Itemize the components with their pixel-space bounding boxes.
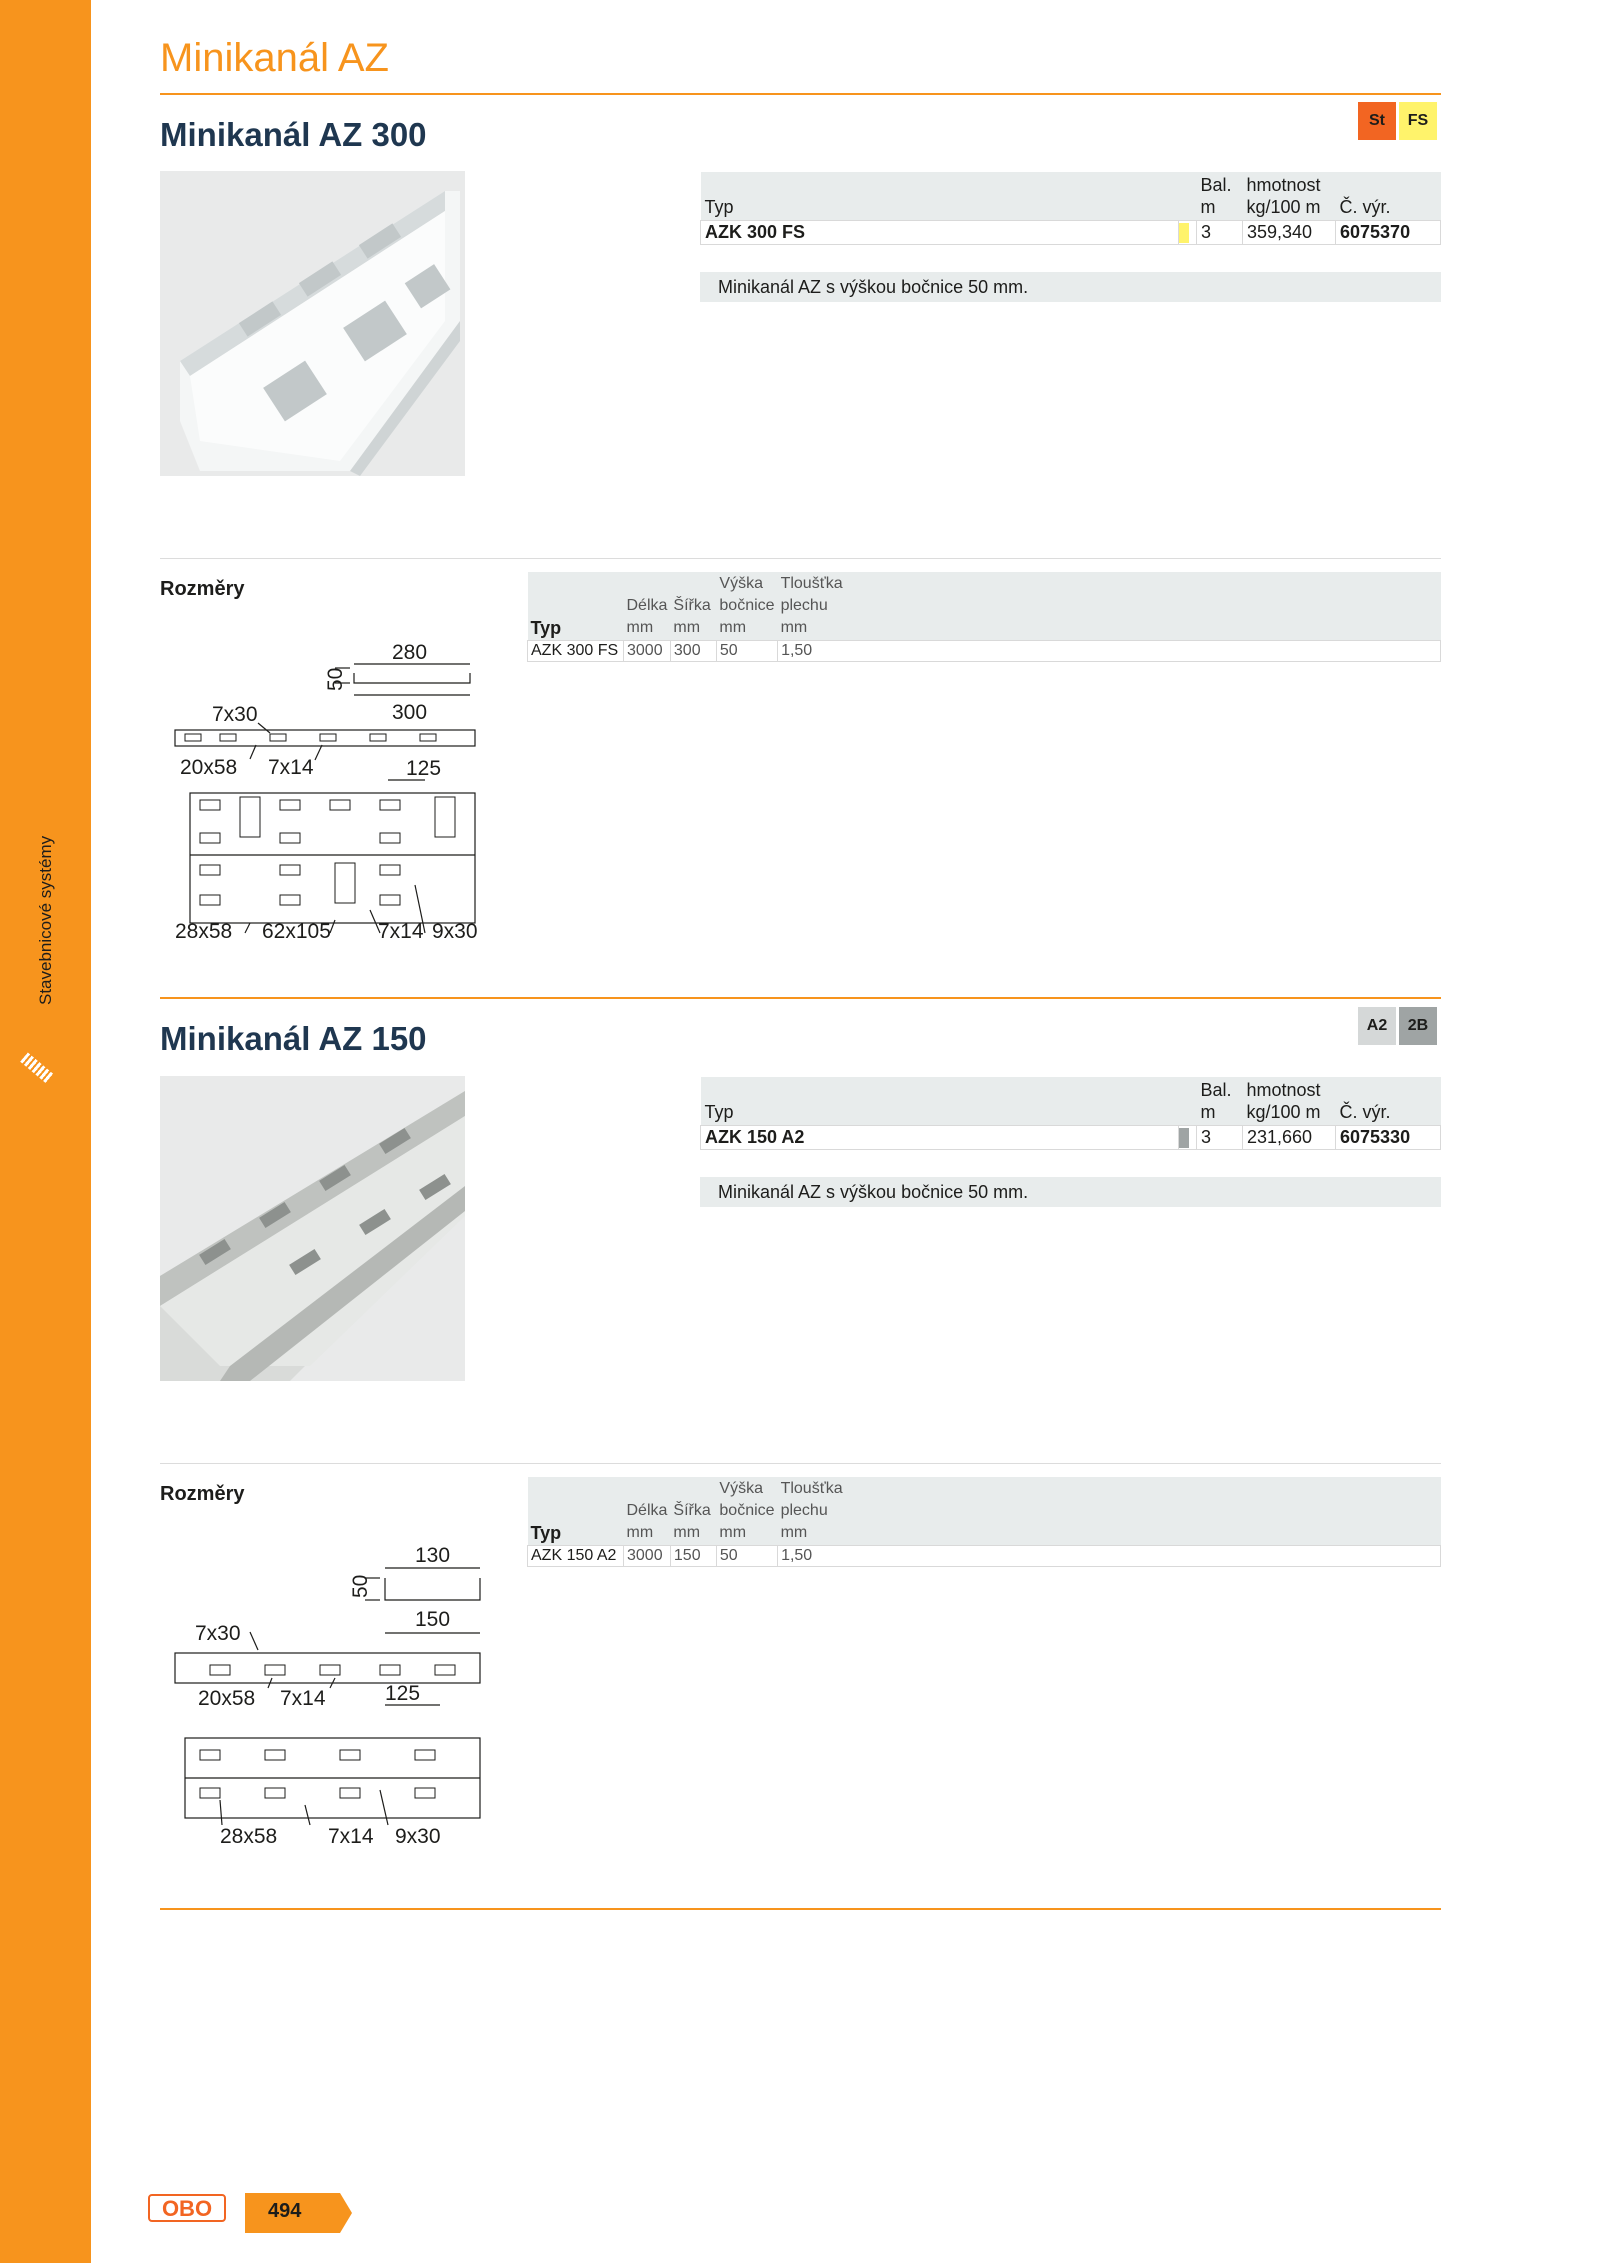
label-width: 300 bbox=[392, 701, 428, 724]
label-hole-a: 7x30 bbox=[212, 703, 258, 726]
label-hole-c: 7x14 bbox=[268, 756, 314, 779]
side-category-label: Stavebnicové systémy bbox=[36, 835, 55, 1005]
finish-swatch bbox=[1179, 1128, 1189, 1148]
sidebar-strip bbox=[0, 0, 91, 2263]
product-photo-az300 bbox=[160, 171, 465, 476]
label-bot-a: 28x58 bbox=[220, 1825, 278, 1848]
material-badge-a2: A2 bbox=[1358, 1007, 1396, 1045]
divider bbox=[160, 558, 1441, 559]
page-number: 494 bbox=[268, 2200, 302, 2222]
section-rule bbox=[160, 997, 1441, 999]
product-table-az150 bbox=[700, 1077, 1441, 1150]
col-bal: Bal. m bbox=[1197, 1077, 1243, 1126]
divider bbox=[160, 1463, 1441, 1464]
label-bot-b: 62x105 bbox=[262, 920, 331, 943]
cable-tray-photo-icon bbox=[160, 1076, 465, 1381]
label-bot-c: 9x30 bbox=[395, 1825, 441, 1848]
material-badge-st: St bbox=[1358, 102, 1396, 140]
col-cislo: Č. výr. bbox=[1336, 1077, 1441, 1126]
cell-typ: AZK 300 FS bbox=[701, 221, 1179, 245]
section-rule bbox=[160, 1908, 1441, 1910]
obo-logo bbox=[148, 2193, 228, 2223]
table-row: AZK 300 FS 3000 300 50 1,50 bbox=[528, 641, 1441, 662]
label-pitch: 125 bbox=[385, 1682, 421, 1705]
title-rule bbox=[160, 93, 1441, 95]
cell-bal: 3 bbox=[1197, 1126, 1243, 1150]
product-photo-az150 bbox=[160, 1076, 465, 1381]
label-width: 150 bbox=[415, 1608, 451, 1631]
label-top-width: 280 bbox=[392, 641, 428, 664]
label-hole-b: 20x58 bbox=[180, 756, 238, 779]
label-hole-b: 20x58 bbox=[198, 1687, 256, 1710]
product-description: Minikanál AZ s výškou bočnice 50 mm. bbox=[700, 1177, 1441, 1207]
col-typ: Typ bbox=[701, 172, 1179, 221]
product-description: Minikanál AZ s výškou bočnice 50 mm. bbox=[700, 272, 1441, 302]
cell-typ: AZK 150 A2 bbox=[701, 1126, 1179, 1150]
dimensions-table-az150: Typ Délka mm Šířka mm Výška bočnice mm Tloušťka plechu mm AZK 150 A2 3000 150 50 1,50 bbox=[527, 1477, 1441, 1567]
col-cislo: Č. výr. bbox=[1336, 172, 1441, 221]
product-table-az300 bbox=[700, 172, 1441, 245]
col-typ: Typ bbox=[701, 1077, 1179, 1126]
dimensions-heading: Rozměry bbox=[160, 1483, 245, 1505]
cell-bal: 3 bbox=[1197, 221, 1243, 245]
col-bal: Bal. m bbox=[1197, 172, 1243, 221]
page-title: Minikanál AZ bbox=[160, 36, 389, 80]
label-pitch: 125 bbox=[406, 757, 442, 780]
finish-swatch bbox=[1179, 223, 1189, 243]
cell-hmotnost: 359,340 bbox=[1243, 221, 1336, 245]
cell-cislo: 6075330 bbox=[1336, 1126, 1441, 1150]
label-hole-a: 7x30 bbox=[195, 1622, 241, 1645]
dimensions-heading: Rozměry bbox=[160, 578, 245, 600]
label-bot-a: 28x58 bbox=[175, 920, 233, 943]
cell-hmotnost: 231,660 bbox=[1243, 1126, 1336, 1150]
finish-badge-2b: 2B bbox=[1399, 1007, 1437, 1045]
dimension-drawing-az150 bbox=[170, 1520, 490, 1850]
label-height: 50 bbox=[349, 1574, 372, 1598]
table-row: AZK 150 A2 3000 150 50 1,50 bbox=[528, 1546, 1441, 1567]
col-hmotnost: hmotnost kg/100 m bbox=[1243, 172, 1336, 221]
label-top-width: 130 bbox=[415, 1544, 451, 1567]
col-hmotnost: hmotnost kg/100 m bbox=[1243, 1077, 1336, 1126]
table-row bbox=[701, 221, 1441, 245]
section-title-az150: Minikanál AZ 150 bbox=[160, 1020, 427, 1057]
finish-badge-fs: FS bbox=[1399, 102, 1437, 140]
label-height: 50 bbox=[324, 667, 347, 691]
dimension-drawing-az300 bbox=[170, 615, 490, 945]
label-bot-c: 7x14 bbox=[378, 920, 424, 943]
table-row bbox=[701, 1126, 1441, 1150]
section-title-az300: Minikanál AZ 300 bbox=[160, 116, 427, 153]
label-hole-c: 7x14 bbox=[280, 1687, 326, 1710]
svg-text:OBO: OBO bbox=[161, 2196, 213, 2221]
dimensions-table-az300: Typ Délka mm Šířka mm Výška bočnice mm Tloušťka plechu mm AZK 300 FS 3000 300 50 1,50 bbox=[527, 572, 1441, 662]
cable-tray-photo-icon bbox=[160, 171, 465, 476]
label-bot-d: 9x30 bbox=[432, 920, 478, 943]
cell-cislo: 6075370 bbox=[1336, 221, 1441, 245]
label-bot-b: 7x14 bbox=[328, 1825, 374, 1848]
